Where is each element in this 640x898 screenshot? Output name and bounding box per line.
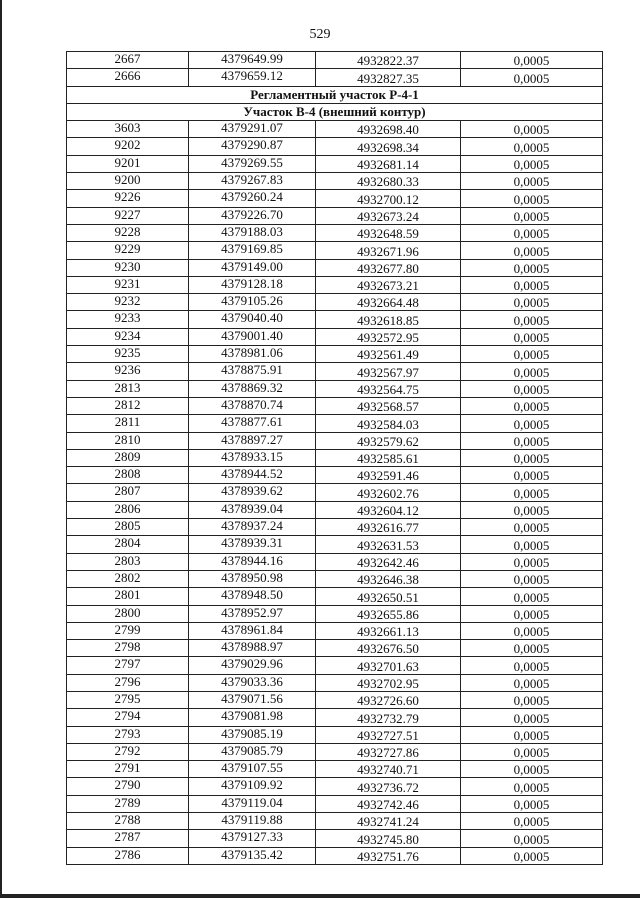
- y-coordinate-cell: 4932564.75: [316, 380, 461, 397]
- table-row: [67, 276, 603, 293]
- x-coordinate-cell: 4379290.87: [189, 138, 316, 155]
- point-number-cell: 9228: [67, 224, 189, 241]
- point-number-cell: 2789: [67, 795, 189, 812]
- precision-cell: 0,0005: [461, 380, 603, 397]
- x-coordinate-cell: 4379001.40: [189, 328, 316, 345]
- x-coordinate-cell: 4379149.00: [189, 259, 316, 276]
- precision-cell: 0,0005: [461, 415, 603, 432]
- point-number-cell: 2788: [67, 813, 189, 830]
- x-coordinate-cell: 4379119.88: [189, 813, 316, 830]
- x-coordinate-cell: 4379085.19: [189, 726, 316, 743]
- y-coordinate-cell: 4932698.34: [316, 138, 461, 155]
- table-row: [67, 242, 603, 259]
- point-number-cell: 9227: [67, 207, 189, 224]
- table-row: [67, 778, 603, 795]
- precision-cell: 0,0005: [461, 224, 603, 241]
- y-coordinate-cell: 4932579.62: [316, 432, 461, 449]
- table-row: [67, 743, 603, 760]
- table-row: [67, 363, 603, 380]
- point-number-cell: 2809: [67, 449, 189, 466]
- precision-cell: 0,0005: [461, 311, 603, 328]
- coordinates-table: [66, 51, 603, 865]
- point-number-cell: 2797: [67, 657, 189, 674]
- table-row: [67, 259, 603, 276]
- y-coordinate-cell: 4932568.57: [316, 397, 461, 414]
- x-coordinate-cell: 4379040.40: [189, 311, 316, 328]
- point-number-cell: 9202: [67, 138, 189, 155]
- y-coordinate-cell: 4932567.97: [316, 363, 461, 380]
- point-number-cell: 9229: [67, 242, 189, 259]
- precision-cell: 0,0005: [461, 276, 603, 293]
- precision-cell: 0,0005: [461, 328, 603, 345]
- y-coordinate-cell: 4932677.80: [316, 259, 461, 276]
- point-number-cell: 3603: [67, 121, 189, 138]
- table-row: [67, 432, 603, 449]
- table-row: [67, 709, 603, 726]
- table-row: [67, 830, 603, 847]
- precision-cell: 0,0005: [461, 173, 603, 190]
- x-coordinate-cell: 4378950.98: [189, 570, 316, 587]
- table-row: [67, 761, 603, 778]
- precision-cell: 0,0005: [461, 622, 603, 639]
- table-row: [67, 553, 603, 570]
- precision-cell: 0,0005: [461, 761, 603, 778]
- point-number-cell: 2802: [67, 570, 189, 587]
- table-row: [67, 190, 603, 207]
- precision-cell: 0,0005: [461, 830, 603, 847]
- y-coordinate-cell: 4932650.51: [316, 588, 461, 605]
- y-coordinate-cell: 4932585.61: [316, 449, 461, 466]
- point-number-cell: 2787: [67, 830, 189, 847]
- x-coordinate-cell: 4379291.07: [189, 121, 316, 138]
- table-row: [67, 484, 603, 501]
- table-row: [67, 640, 603, 657]
- x-coordinate-cell: 4379085.79: [189, 743, 316, 760]
- x-coordinate-cell: 4378875.91: [189, 363, 316, 380]
- table-row: [67, 657, 603, 674]
- table-row: [67, 380, 603, 397]
- y-coordinate-cell: 4932673.24: [316, 207, 461, 224]
- y-coordinate-cell: 4932745.80: [316, 830, 461, 847]
- precision-cell: 0,0005: [461, 570, 603, 587]
- precision-cell: 0,0005: [461, 778, 603, 795]
- point-number-cell: 2807: [67, 484, 189, 501]
- y-coordinate-cell: 4932584.03: [316, 415, 461, 432]
- x-coordinate-cell: 4378952.97: [189, 605, 316, 622]
- point-number-cell: 2813: [67, 380, 189, 397]
- y-coordinate-cell: 4932604.12: [316, 501, 461, 518]
- point-number-cell: 2792: [67, 743, 189, 760]
- table-row: [67, 69, 603, 86]
- table-row: [67, 173, 603, 190]
- x-coordinate-cell: 4378961.84: [189, 622, 316, 639]
- precision-cell: 0,0005: [461, 207, 603, 224]
- table-row: [67, 501, 603, 518]
- x-coordinate-cell: 4378988.97: [189, 640, 316, 657]
- point-number-cell: 2793: [67, 726, 189, 743]
- y-coordinate-cell: 4932827.35: [316, 69, 461, 86]
- point-number-cell: 9234: [67, 328, 189, 345]
- x-coordinate-cell: 4379659.12: [189, 69, 316, 86]
- table-row: [67, 207, 603, 224]
- y-coordinate-cell: 4932727.86: [316, 743, 461, 760]
- precision-cell: 0,0005: [461, 726, 603, 743]
- coordinates-table-body: [67, 52, 603, 865]
- x-coordinate-cell: 4378870.74: [189, 397, 316, 414]
- table-row: [67, 691, 603, 708]
- x-coordinate-cell: 4379169.85: [189, 242, 316, 259]
- table-row: [67, 570, 603, 587]
- y-coordinate-cell: 4932741.24: [316, 813, 461, 830]
- table-row: [67, 726, 603, 743]
- table-row: [67, 605, 603, 622]
- precision-cell: 0,0005: [461, 242, 603, 259]
- y-coordinate-cell: 4932616.77: [316, 519, 461, 536]
- precision-cell: 0,0005: [461, 397, 603, 414]
- x-coordinate-cell: 4379119.04: [189, 795, 316, 812]
- precision-cell: 0,0005: [461, 795, 603, 812]
- point-number-cell: 2799: [67, 622, 189, 639]
- y-coordinate-cell: 4932740.71: [316, 761, 461, 778]
- x-coordinate-cell: 4378869.32: [189, 380, 316, 397]
- point-number-cell: 2804: [67, 536, 189, 553]
- precision-cell: 0,0005: [461, 813, 603, 830]
- y-coordinate-cell: 4932648.59: [316, 224, 461, 241]
- precision-cell: 0,0005: [461, 501, 603, 518]
- point-number-cell: 2796: [67, 674, 189, 691]
- table-row: [67, 294, 603, 311]
- y-coordinate-cell: 4932742.46: [316, 795, 461, 812]
- precision-cell: 0,0005: [461, 847, 603, 864]
- y-coordinate-cell: 4932642.46: [316, 553, 461, 570]
- point-number-cell: 2812: [67, 397, 189, 414]
- precision-cell: 0,0005: [461, 605, 603, 622]
- precision-cell: 0,0005: [461, 588, 603, 605]
- precision-cell: 0,0005: [461, 363, 603, 380]
- x-coordinate-cell: 4378897.27: [189, 432, 316, 449]
- x-coordinate-cell: 4379029.96: [189, 657, 316, 674]
- table-row: [67, 224, 603, 241]
- table-row: [67, 155, 603, 172]
- precision-cell: 0,0005: [461, 467, 603, 484]
- precision-cell: 0,0005: [461, 553, 603, 570]
- x-coordinate-cell: 4379109.92: [189, 778, 316, 795]
- table-row: [67, 467, 603, 484]
- x-coordinate-cell: 4379105.26: [189, 294, 316, 311]
- x-coordinate-cell: 4379649.99: [189, 52, 316, 69]
- x-coordinate-cell: 4379128.18: [189, 276, 316, 293]
- x-coordinate-cell: 4379188.03: [189, 224, 316, 241]
- precision-cell: 0,0005: [461, 190, 603, 207]
- subsection-title-row: [67, 103, 603, 120]
- y-coordinate-cell: 4932591.46: [316, 467, 461, 484]
- point-number-cell: 2667: [67, 52, 189, 69]
- page-number: 529: [309, 27, 331, 42]
- precision-cell: 0,0005: [461, 743, 603, 760]
- x-coordinate-cell: 4378944.16: [189, 553, 316, 570]
- x-coordinate-cell: 4378933.15: [189, 449, 316, 466]
- precision-cell: 0,0005: [461, 674, 603, 691]
- point-number-cell: 2805: [67, 519, 189, 536]
- y-coordinate-cell: 4932736.72: [316, 778, 461, 795]
- x-coordinate-cell: 4379033.36: [189, 674, 316, 691]
- point-number-cell: 2806: [67, 501, 189, 518]
- y-coordinate-cell: 4932698.40: [316, 121, 461, 138]
- point-number-cell: 2798: [67, 640, 189, 657]
- point-number-cell: 9233: [67, 311, 189, 328]
- table-row: [67, 622, 603, 639]
- y-coordinate-cell: 4932655.86: [316, 605, 461, 622]
- point-number-cell: 2795: [67, 691, 189, 708]
- table-row: [67, 328, 603, 345]
- precision-cell: 0,0005: [461, 52, 603, 69]
- y-coordinate-cell: 4932822.37: [316, 52, 461, 69]
- y-coordinate-cell: 4932673.21: [316, 276, 461, 293]
- x-coordinate-cell: 4378937.24: [189, 519, 316, 536]
- table-row: [67, 52, 603, 69]
- point-number-cell: 9235: [67, 346, 189, 363]
- table-row: [67, 847, 603, 864]
- precision-cell: 0,0005: [461, 121, 603, 138]
- y-coordinate-cell: 4932602.76: [316, 484, 461, 501]
- y-coordinate-cell: 4932680.33: [316, 173, 461, 190]
- table-row: [67, 674, 603, 691]
- x-coordinate-cell: 4378948.50: [189, 588, 316, 605]
- x-coordinate-cell: 4379226.70: [189, 207, 316, 224]
- y-coordinate-cell: 4932572.95: [316, 328, 461, 345]
- point-number-cell: 9201: [67, 155, 189, 172]
- point-number-cell: 2800: [67, 605, 189, 622]
- table-row: [67, 311, 603, 328]
- table-row: [67, 519, 603, 536]
- point-number-cell: 2791: [67, 761, 189, 778]
- section-title: Регламентный участок Р-4-1: [67, 86, 603, 103]
- table-row: [67, 397, 603, 414]
- y-coordinate-cell: 4932646.38: [316, 570, 461, 587]
- y-coordinate-cell: 4932702.95: [316, 674, 461, 691]
- point-number-cell: 9200: [67, 173, 189, 190]
- y-coordinate-cell: 4932681.14: [316, 155, 461, 172]
- point-number-cell: 2794: [67, 709, 189, 726]
- y-coordinate-cell: 4932561.49: [316, 346, 461, 363]
- precision-cell: 0,0005: [461, 155, 603, 172]
- table-row: [67, 795, 603, 812]
- x-coordinate-cell: 4379127.33: [189, 830, 316, 847]
- precision-cell: 0,0005: [461, 536, 603, 553]
- precision-cell: 0,0005: [461, 449, 603, 466]
- table-row: [67, 536, 603, 553]
- y-coordinate-cell: 4932726.60: [316, 691, 461, 708]
- precision-cell: 0,0005: [461, 691, 603, 708]
- x-coordinate-cell: 4378939.04: [189, 501, 316, 518]
- y-coordinate-cell: 4932664.48: [316, 294, 461, 311]
- y-coordinate-cell: 4932732.79: [316, 709, 461, 726]
- table-row: [67, 121, 603, 138]
- x-coordinate-cell: 4379081.98: [189, 709, 316, 726]
- y-coordinate-cell: 4932661.13: [316, 622, 461, 639]
- point-number-cell: 2801: [67, 588, 189, 605]
- x-coordinate-cell: 4378939.62: [189, 484, 316, 501]
- y-coordinate-cell: 4932727.51: [316, 726, 461, 743]
- point-number-cell: 2810: [67, 432, 189, 449]
- point-number-cell: 9231: [67, 276, 189, 293]
- table-row: [67, 449, 603, 466]
- y-coordinate-cell: 4932701.63: [316, 657, 461, 674]
- point-number-cell: 2808: [67, 467, 189, 484]
- y-coordinate-cell: 4932700.12: [316, 190, 461, 207]
- precision-cell: 0,0005: [461, 432, 603, 449]
- x-coordinate-cell: 4378944.52: [189, 467, 316, 484]
- section-title-row: [67, 86, 603, 103]
- table-row: [67, 813, 603, 830]
- x-coordinate-cell: 4379107.55: [189, 761, 316, 778]
- y-coordinate-cell: 4932751.76: [316, 847, 461, 864]
- y-coordinate-cell: 4932618.85: [316, 311, 461, 328]
- table-row: [67, 415, 603, 432]
- x-coordinate-cell: 4378981.06: [189, 346, 316, 363]
- table-row: [67, 588, 603, 605]
- precision-cell: 0,0005: [461, 657, 603, 674]
- subsection-title: Участок В-4 (внешний контур): [67, 103, 603, 120]
- point-number-cell: 9236: [67, 363, 189, 380]
- x-coordinate-cell: 4379071.56: [189, 691, 316, 708]
- x-coordinate-cell: 4379135.42: [189, 847, 316, 864]
- x-coordinate-cell: 4379260.24: [189, 190, 316, 207]
- precision-cell: 0,0005: [461, 346, 603, 363]
- x-coordinate-cell: 4378877.61: [189, 415, 316, 432]
- precision-cell: 0,0005: [461, 640, 603, 657]
- precision-cell: 0,0005: [461, 709, 603, 726]
- y-coordinate-cell: 4932631.53: [316, 536, 461, 553]
- x-coordinate-cell: 4379269.55: [189, 155, 316, 172]
- table-row: [67, 138, 603, 155]
- precision-cell: 0,0005: [461, 69, 603, 86]
- y-coordinate-cell: 4932676.50: [316, 640, 461, 657]
- precision-cell: 0,0005: [461, 294, 603, 311]
- point-number-cell: 2786: [67, 847, 189, 864]
- point-number-cell: 2666: [67, 69, 189, 86]
- point-number-cell: 2811: [67, 415, 189, 432]
- x-coordinate-cell: 4379267.83: [189, 173, 316, 190]
- precision-cell: 0,0005: [461, 138, 603, 155]
- point-number-cell: 9230: [67, 259, 189, 276]
- x-coordinate-cell: 4378939.31: [189, 536, 316, 553]
- point-number-cell: 2803: [67, 553, 189, 570]
- y-coordinate-cell: 4932671.96: [316, 242, 461, 259]
- point-number-cell: 2790: [67, 778, 189, 795]
- precision-cell: 0,0005: [461, 484, 603, 501]
- precision-cell: 0,0005: [461, 519, 603, 536]
- point-number-cell: 9232: [67, 294, 189, 311]
- table-row: [67, 346, 603, 363]
- point-number-cell: 9226: [67, 190, 189, 207]
- precision-cell: 0,0005: [461, 259, 603, 276]
